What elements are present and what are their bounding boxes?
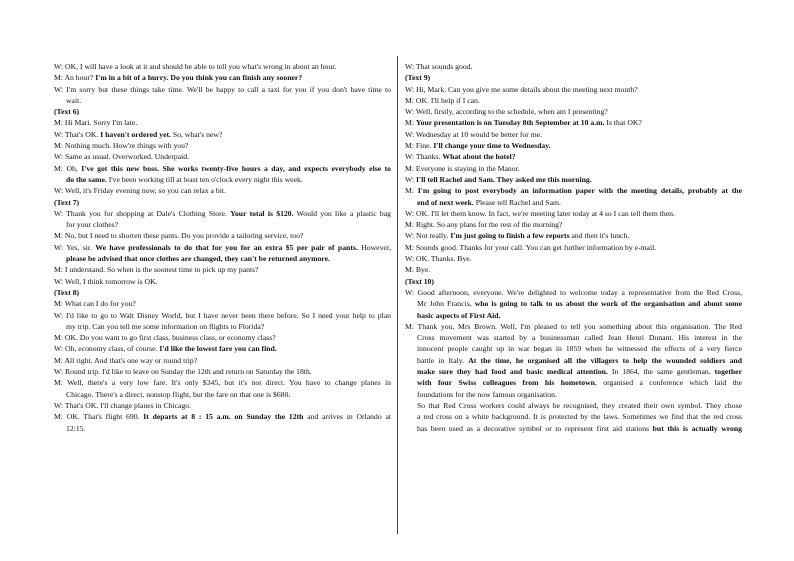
- right-line: [405, 117, 742, 128]
- left-line: [54, 230, 391, 241]
- text: has been used as a decorative symbol or to represent first aid stations: [417, 423, 653, 433]
- left-line: [54, 117, 391, 128]
- right-line: [405, 276, 742, 287]
- left-line: [54, 343, 391, 354]
- right-line: [405, 84, 742, 95]
- text: battle in Italy.: [417, 355, 469, 365]
- bold-text: make sure they had food and basic medical attention.: [417, 367, 608, 377]
- left-line: [54, 219, 391, 230]
- left-line: [54, 332, 391, 343]
- bold-text: (Text 10): [405, 276, 434, 286]
- text: M: Fine.: [405, 141, 434, 151]
- text: innocent people caught up in war began in 1859 when he witnessed the effects of a very fierce: [417, 344, 742, 354]
- bold-text: with four Swiss colleagues from his hometown: [417, 378, 595, 388]
- text: M:: [405, 118, 416, 128]
- bold-text: It departs at 8 : 15 a.m. on Sunday the 12th: [143, 412, 304, 422]
- right-line: [405, 423, 742, 434]
- bold-text: I'm going to post everybody an information paper with the meeting details, probably at the: [417, 186, 742, 196]
- right-line: [405, 298, 742, 309]
- bold-text: (Text 6): [54, 107, 80, 117]
- bold-text: At the time, he organised all the villagers to help the wounded soldiers and: [468, 355, 742, 365]
- text: W:: [405, 174, 417, 184]
- text: In 1864, the same gentleman,: [607, 367, 715, 377]
- left-line: [54, 185, 391, 196]
- bold-text: I'd like the lowest fare you can find.: [159, 344, 277, 354]
- right-line: [405, 219, 742, 230]
- bold-text: We have professionals to do that for you for an extra $5 per pair of pants.: [95, 242, 358, 252]
- right-line: [405, 151, 742, 162]
- text: W: Hi, Mark. Can you give me some details about the meeting next month?: [405, 84, 638, 94]
- text: 12:15.: [66, 423, 86, 433]
- text: W: Thank you for shopping at Dale's Clothing Store.: [54, 208, 231, 218]
- text: M: All right. And that's one way or round trip?: [54, 355, 198, 365]
- text: Cross movement was started by a businessman called Jean Henri Dunant. His interest in the: [417, 333, 742, 343]
- text: W: Oh, economy class, of course.: [54, 344, 160, 354]
- text: and arrives in Orlando at: [303, 412, 391, 422]
- text: M: Nothing much. How're things with you?: [54, 141, 189, 151]
- left-line: [54, 174, 391, 185]
- text: Is that OK?: [604, 118, 642, 128]
- bold-text: (Text 7): [54, 197, 80, 207]
- bold-text: (Text 8): [54, 287, 80, 297]
- text: M: Hi Mari. Sorry I'm late.: [54, 118, 138, 128]
- bold-text: but this is actually wrong: [652, 423, 742, 433]
- column-divider: [397, 56, 398, 534]
- left-line: [54, 389, 391, 400]
- right-line: [405, 264, 742, 275]
- bold-text: Your total is $120.: [230, 208, 294, 218]
- right-line: [405, 163, 742, 174]
- right-line: [405, 140, 742, 151]
- text: W: OK, I will have a look at it and should be able to tell you what's wrong in about an hour.: [54, 62, 337, 71]
- right-line: [405, 197, 742, 208]
- right-line: [405, 287, 742, 298]
- bold-text: I'll change your time to Wednesday.: [433, 141, 551, 151]
- text: W: OK. I'll let them know. In fact, we're meeting later today at 4 so I can tell them then.: [405, 208, 675, 218]
- bold-text: I haven't ordered yet.: [100, 129, 171, 139]
- right-column: [405, 61, 742, 434]
- bold-text: do the same.: [66, 174, 107, 184]
- left-line: [54, 84, 391, 95]
- right-line: [405, 129, 742, 140]
- text: W: That's OK. I'll change planes in Chicago.: [54, 400, 192, 410]
- right-line: [405, 343, 742, 354]
- right-line: [405, 185, 742, 196]
- bold-text: I've got this new boss. She works twenty-five hours a day, and expects everybody else to: [81, 163, 391, 173]
- text: W: OK. Thanks. Bye.: [405, 254, 472, 264]
- left-line: [54, 151, 391, 162]
- text: So that Red Cross workers could always be recognised, they created their own symbol. They chose: [417, 400, 742, 410]
- right-line: [405, 389, 742, 400]
- left-line: [54, 321, 391, 332]
- left-line: [54, 197, 391, 208]
- right-line: [405, 310, 742, 321]
- bold-text: end of next week.: [417, 197, 474, 207]
- text: W: Yes, sir.: [54, 242, 96, 252]
- text: W: That sounds good.: [405, 62, 473, 71]
- text: M: I understand. So when is the soonest time to pick up my pants?: [54, 265, 259, 275]
- left-line: [54, 208, 391, 219]
- text: wait.: [66, 95, 82, 105]
- text: M: OK. Do you want to go first class, business class, or economy class?: [54, 333, 276, 343]
- bold-text: What about the hotel?: [442, 152, 516, 162]
- left-line: [54, 163, 391, 174]
- text: M: OK. I'll help if I can.: [405, 95, 480, 105]
- left-line: [54, 72, 391, 83]
- text: However,: [357, 242, 391, 252]
- right-line: [405, 208, 742, 219]
- text: W: Well, it's Friday evening now, so you can relax a bit.: [54, 186, 226, 196]
- text: , organised a conference which laid the: [594, 378, 742, 388]
- text: M: Thank you, Mrs Brown. Well, I'm pleased to tell you something about this organisation. The Red: [405, 321, 742, 331]
- left-line: [54, 129, 391, 140]
- text: M: OK. That's flight 690.: [54, 412, 144, 422]
- text: and then it's lunch.: [569, 231, 630, 241]
- left-line: [54, 310, 391, 321]
- right-line: [405, 230, 742, 241]
- left-line: [54, 264, 391, 275]
- left-line: [54, 366, 391, 377]
- right-line: [405, 400, 742, 411]
- bold-text: Your presentation is on Tuesday 8th September at 10 a.m.: [415, 118, 605, 128]
- left-line: [54, 242, 391, 253]
- bold-text: (Text 9): [405, 73, 431, 83]
- right-line: [405, 95, 742, 106]
- left-line: [54, 298, 391, 309]
- bold-text: I'll tell Rachel and Sam. They asked me this morning.: [416, 174, 592, 184]
- right-line: [405, 332, 742, 343]
- text: M: No, but I need to shorten these pants. Do you provide a tailoring service, too?: [54, 231, 304, 241]
- text: I've been working till at least ten o'clock every night this week.: [106, 174, 303, 184]
- bold-text: I'm just going to finish a few reports: [450, 231, 570, 241]
- text: Mr John Francis,: [417, 299, 475, 309]
- left-line: [54, 355, 391, 366]
- text: M: What can I do for you?: [54, 299, 136, 309]
- left-line: [54, 61, 391, 72]
- text: M: Everyone is staying in the Manor.: [405, 163, 520, 173]
- right-line: [405, 377, 742, 388]
- text: M: Sounds good. Thanks for your call. You can get further information by e-mail.: [405, 242, 657, 252]
- right-line: [405, 61, 742, 72]
- bold-text: please be advised that once clothes are changed, they can't be returned anymore.: [66, 254, 330, 264]
- left-line: [54, 377, 391, 388]
- right-line: [405, 72, 742, 83]
- right-line: [405, 106, 742, 117]
- text: foundations for the now famous organisation.: [417, 389, 557, 399]
- left-line: [54, 400, 391, 411]
- right-line: [405, 242, 742, 253]
- text: Chicago. There's a direct, nonstop flight, but the fare on that one is $680.: [66, 389, 291, 399]
- right-line: [405, 355, 742, 366]
- right-line: [405, 321, 742, 332]
- text: So, what's new?: [170, 129, 223, 139]
- text: W: Thanks.: [405, 152, 443, 162]
- left-line: [54, 276, 391, 287]
- text: W: Well, firstly, according to the schedule, when am I presenting?: [405, 107, 608, 117]
- text: W: Same as usual. Overworked. Underpaid.: [54, 152, 190, 162]
- bold-text: who is going to talk to us about the work of the organisation and about some: [474, 299, 742, 309]
- text: Would you like a plastic bag: [293, 208, 391, 218]
- bold-text: I'm in a bit of a hurry. Do you think you can finish any sooner?: [95, 73, 303, 83]
- right-line: [405, 366, 742, 377]
- text: M: Well, there's a very low fare. It's only $345, but it's not direct. You have to change planes in: [54, 378, 391, 388]
- bold-text: basic aspects of First Aid.: [417, 310, 501, 320]
- text: M: An hour?: [54, 73, 96, 83]
- text: W: Round trip. I'd like to leave on Sunday the 12th and return on Saturday the 18th.: [54, 367, 312, 377]
- left-line: [54, 423, 391, 434]
- text: Please tell Rachel and Sam.: [473, 197, 561, 207]
- text: W: Good afternoon, everyone. We're delighted to welcome today a representative from the Red Cross,: [405, 287, 742, 297]
- left-column: [54, 61, 391, 434]
- left-line: [54, 95, 391, 106]
- right-line: [405, 253, 742, 264]
- text: W: I'm sorry but these things take time. We'll be happy to call a taxi for you if you don't have time to: [54, 84, 391, 94]
- text: W: I'd like to go to Walt Disney World, but I have never been there before. So I need your help to plan: [54, 310, 391, 320]
- text: my trip. Can you tell me some information on flights to Florida?: [66, 321, 265, 331]
- text: M: Oh,: [54, 163, 82, 173]
- left-line: [54, 411, 391, 422]
- right-line: [405, 411, 742, 422]
- text: W: Well, I think tomorrow is OK.: [54, 276, 158, 286]
- text: M: Right. So any plans for the rest of the morning?: [405, 220, 563, 230]
- left-line: [54, 253, 391, 264]
- left-line: [54, 140, 391, 151]
- text: M:: [405, 186, 418, 196]
- text: W: That's OK.: [54, 129, 101, 139]
- left-line: [54, 106, 391, 117]
- text: W: Wednesday at 10 would be better for me.: [405, 129, 543, 139]
- text: M: Bye.: [405, 265, 431, 275]
- right-line: [405, 174, 742, 185]
- text: a red cross on a white background. It is protected by the laws. Sometimes we find that the red cross: [417, 412, 742, 422]
- left-line: [54, 287, 391, 298]
- bold-text: together: [714, 367, 742, 377]
- text: for your clothes?: [66, 220, 119, 230]
- text: W: Not really.: [405, 231, 451, 241]
